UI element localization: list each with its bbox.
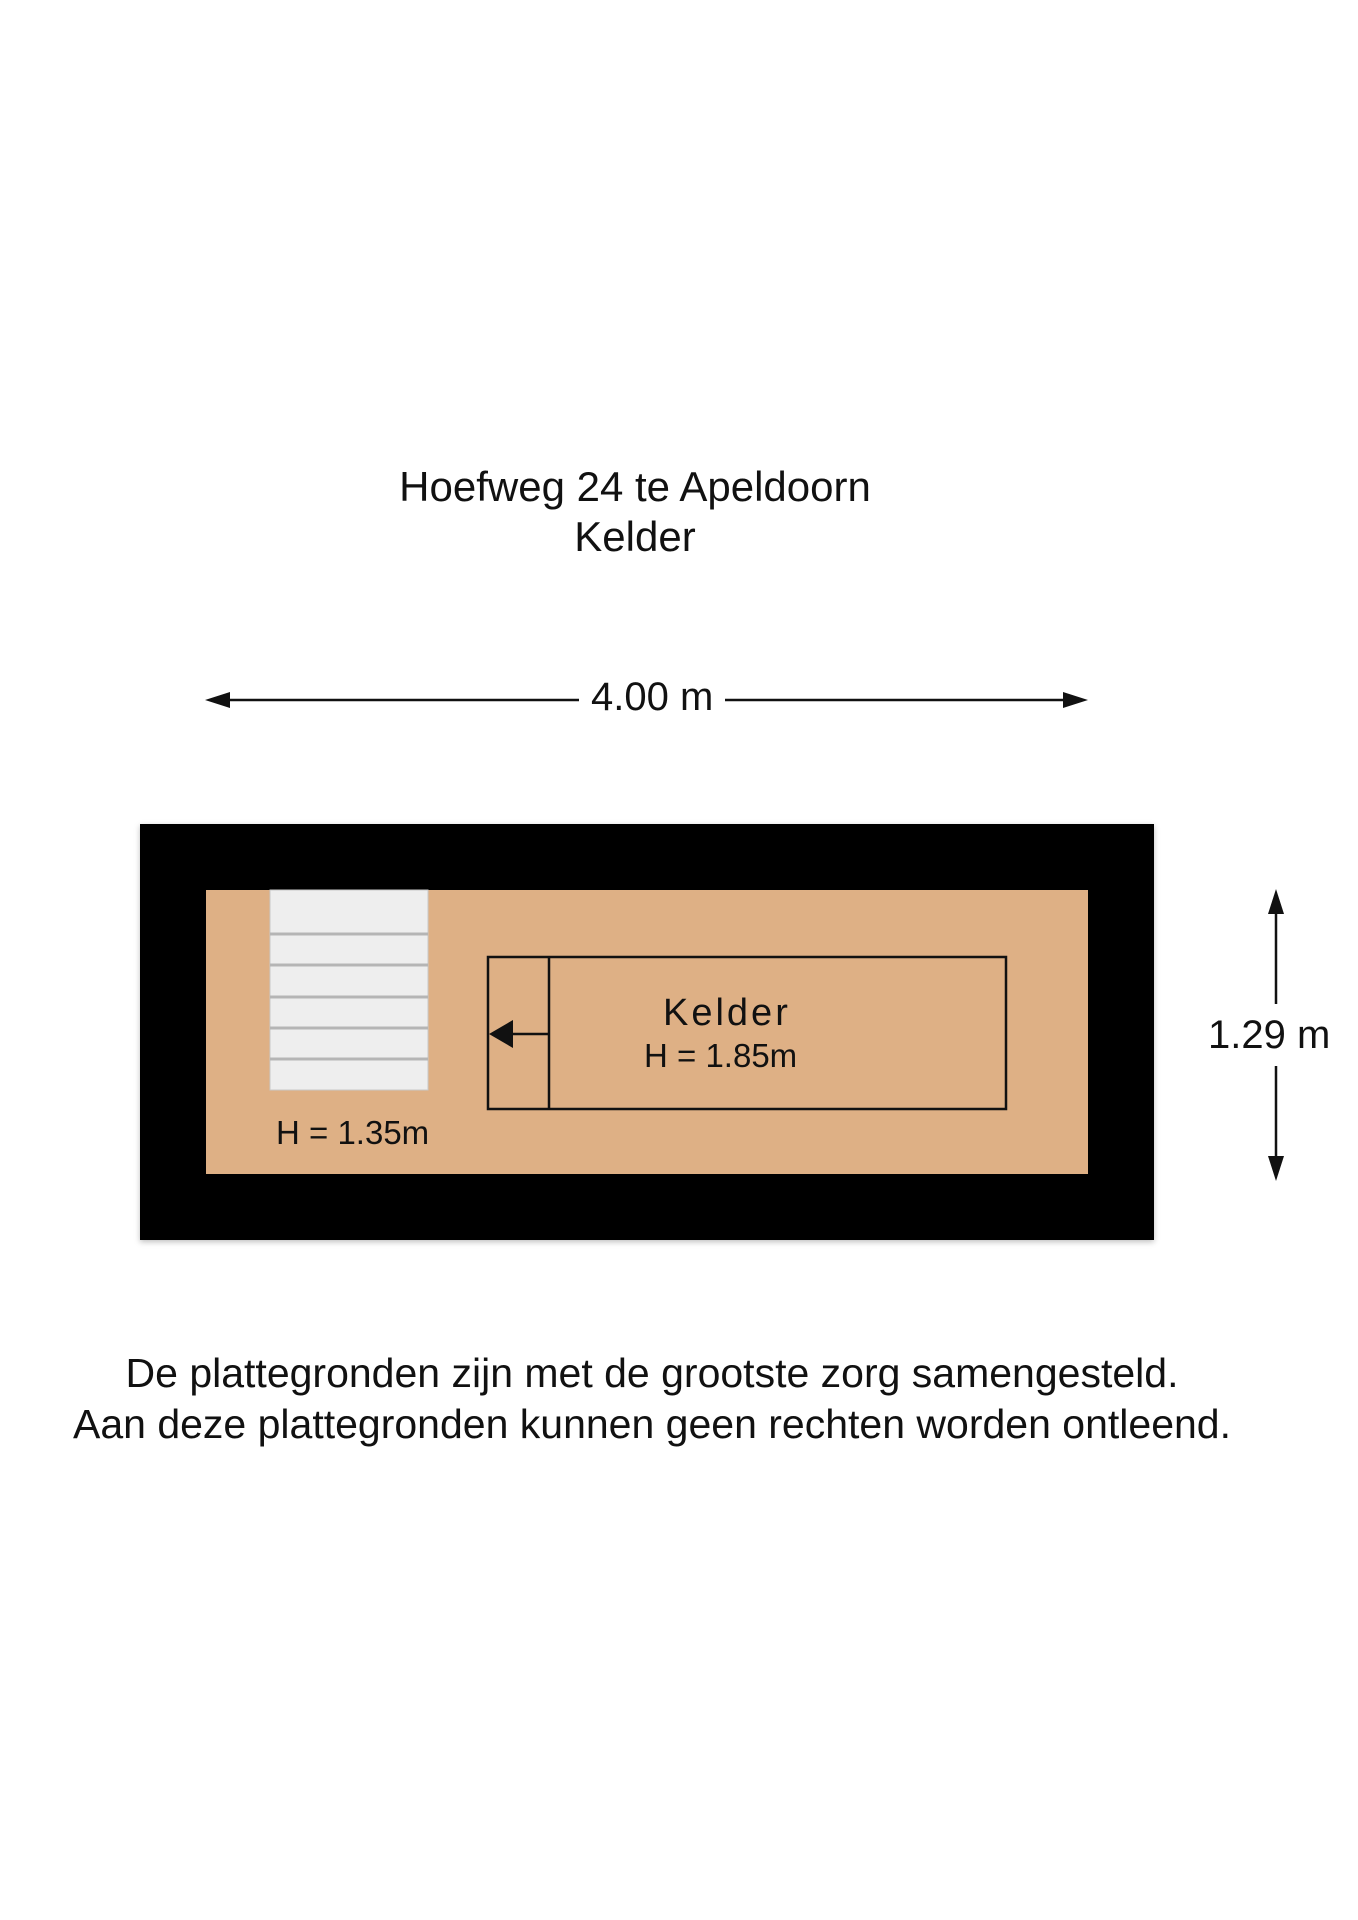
floor-title: Kelder <box>574 513 696 560</box>
arrow-up-icon <box>1268 889 1284 914</box>
stair-height-label: H = 1.35m <box>276 1114 430 1151</box>
staircase <box>270 890 428 1090</box>
room-name-label: Kelder <box>663 992 791 1034</box>
width-dimension-label: 4.00 m <box>579 674 725 720</box>
disclaimer <box>0 1348 1304 1450</box>
arrow-down-icon <box>1268 1156 1284 1181</box>
disclaimer-line-2: Aan deze plattegronden kunnen geen rechten worden ontleend. <box>72 1401 1231 1447</box>
arrow-left-icon <box>205 692 230 708</box>
room-height-label: H = 1.85m <box>644 1037 798 1074</box>
title-block <box>0 462 1270 562</box>
disclaimer-line-1: De plattegronden zijn met de grootste zorg samengesteld. <box>125 1350 1179 1396</box>
arrow-right-icon <box>1063 692 1088 708</box>
height-dimension-label: 1.29 m <box>1208 1004 1330 1066</box>
address-title: Hoefweg 24 te Apeldoorn <box>399 463 871 510</box>
